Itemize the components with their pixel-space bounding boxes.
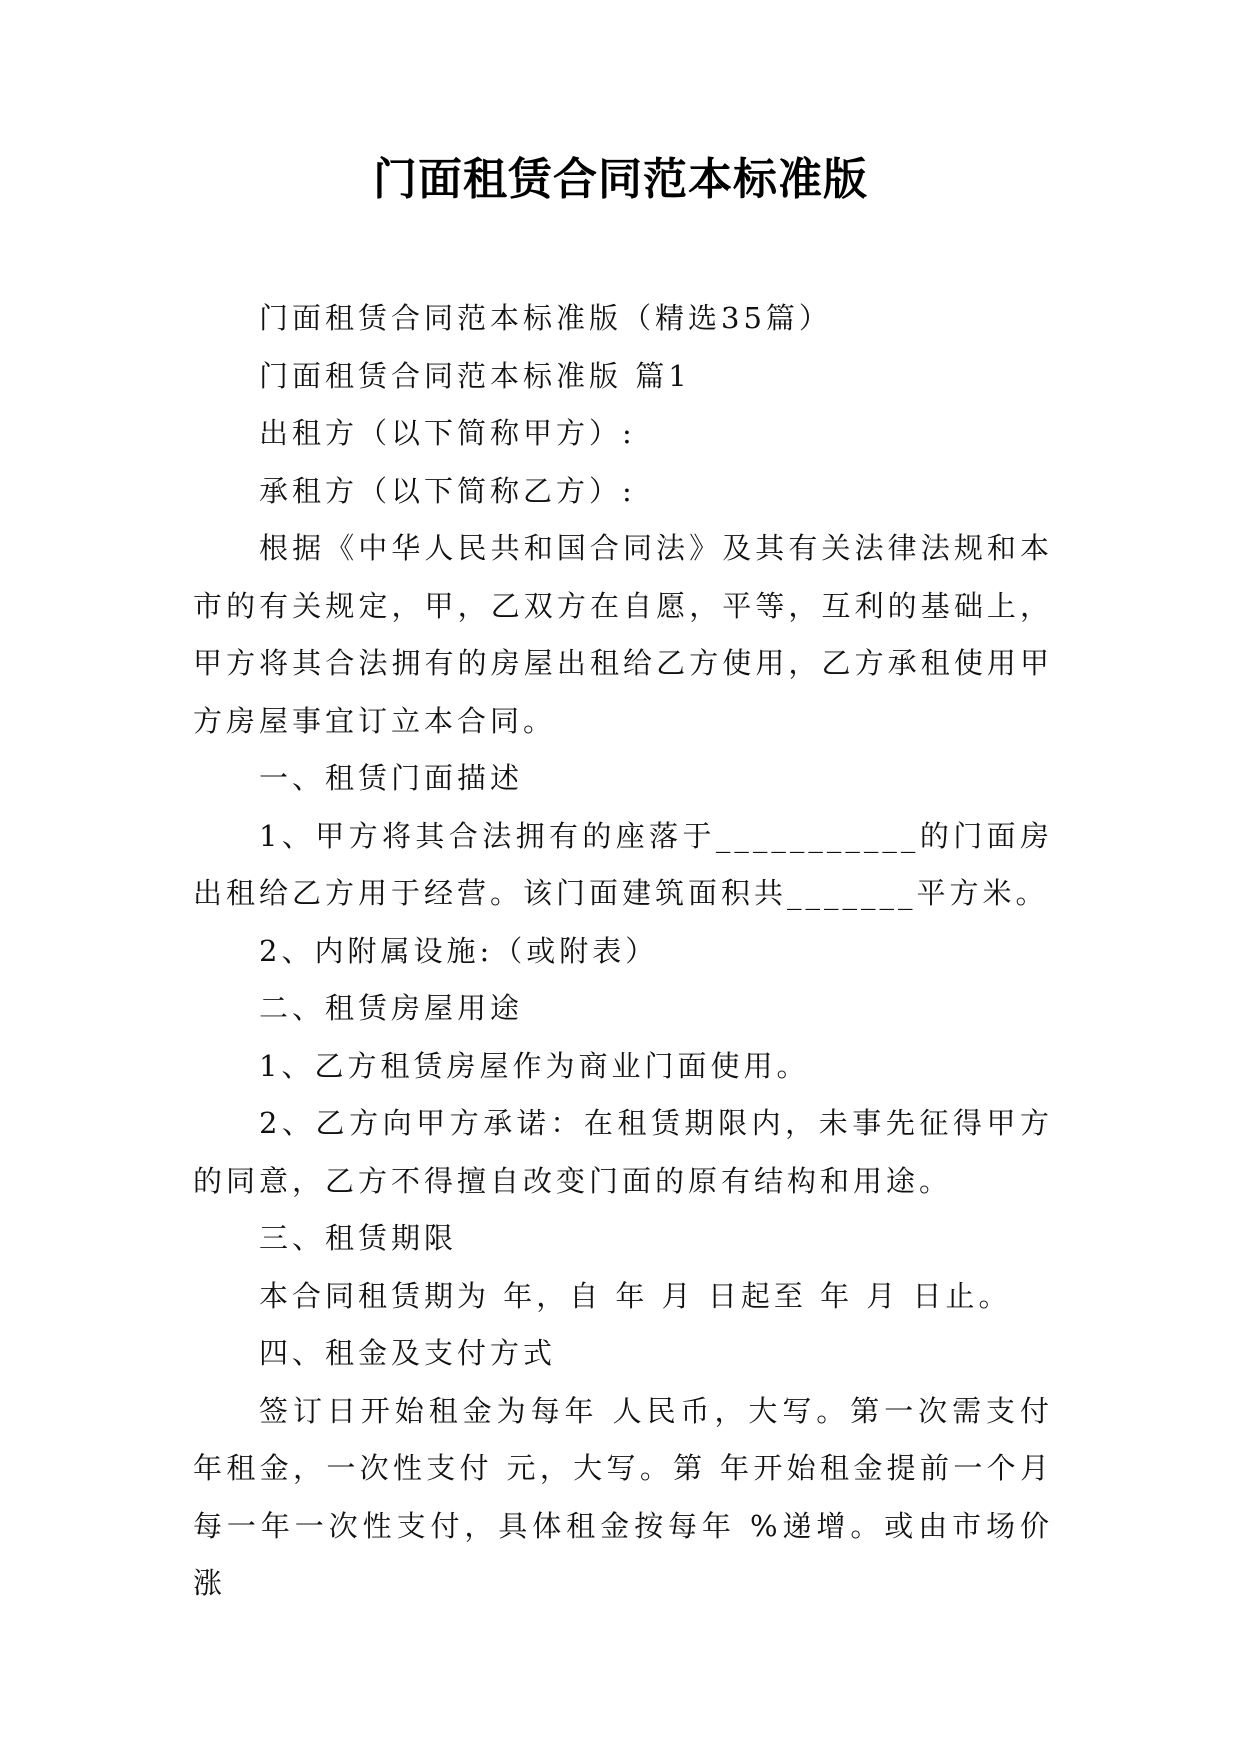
section-heading-term: 三、租赁期限	[259, 1221, 458, 1255]
paragraph-facilities: 2、内附属设施:（或附表）	[259, 933, 659, 968]
paragraph-article-heading: 门面租赁合同范本标准版 篇1	[259, 358, 691, 393]
document-title: 门面租赁合同范本标准版	[373, 154, 868, 205]
paragraph-lessor: 出租方（以下简称甲方）:	[259, 416, 636, 450]
paragraph-term: 本合同租赁期为 年，自 年 月 日起至 年 月 日止。	[259, 1278, 1012, 1313]
section-heading-rent: 四、租金及支付方式	[259, 1336, 557, 1370]
paragraph-lessee: 承租方（以下简称乙方）:	[259, 473, 636, 508]
paragraph-rent-payment: 签订日开始租金为每年 人民币，大写。第一次需支付年租金，一次性支付 元，大写。第 年开始租金提前一个月每一年一次性支付，具体租金按每年 %递增。或由市场价涨	[193, 1393, 1053, 1600]
paragraph-usage-commercial: 1、乙方租赁房屋作为商业门面使用。	[259, 1048, 810, 1083]
paragraph-collection-heading: 门面租赁合同范本标准版（精选35篇）	[259, 301, 832, 335]
paragraph-location-area: 1、甲方将其合法拥有的座落于___________的门面房出租给乙方用于经营。该门面建筑面积共_______平方米。	[193, 818, 1053, 910]
paragraph-preamble: 根据《中华人民共和国合同法》及其有关法律法规和本市的有关规定，甲，乙双方在自愿，平等，互利的基础上，甲方将其合法拥有的房屋出租给乙方使用，乙方承租使用甲方房屋事宜订立本合同。	[193, 531, 1053, 738]
section-heading-description: 一、租赁门面描述	[259, 761, 524, 795]
section-heading-usage: 二、租赁房屋用途	[259, 991, 524, 1025]
document-body	[193, 290, 1053, 1613]
paragraph-usage-commitment: 2、乙方向甲方承诺：在租赁期限内，未事先征得甲方的同意，乙方不得擅自改变门面的原有结构和用途。	[193, 1106, 1053, 1198]
